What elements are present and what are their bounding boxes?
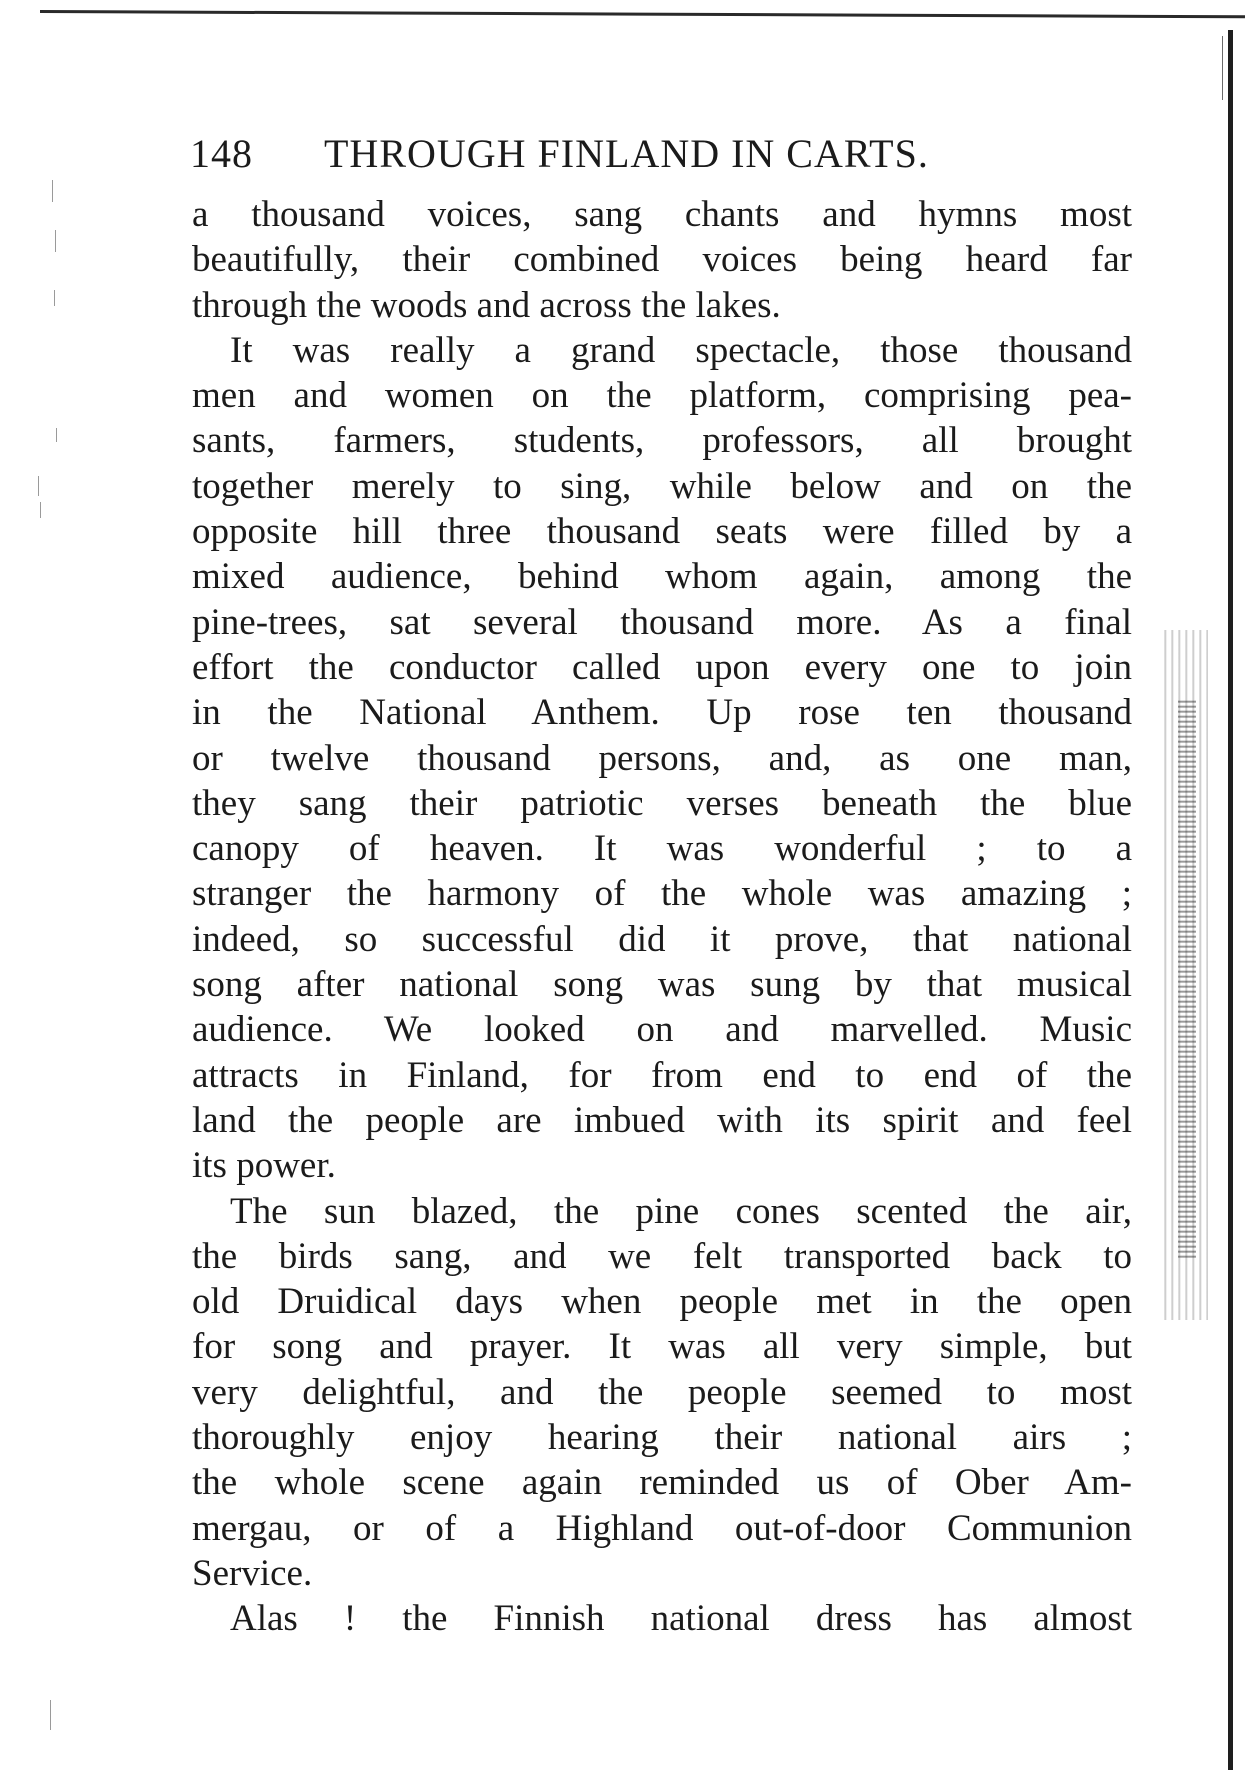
text-line: mixed audience, behind whom again, among the — [192, 556, 1132, 598]
text-line: the birds sang, and we felt transported back to — [192, 1235, 1132, 1277]
text-line: audience. We looked on and marvelled. Music — [192, 1009, 1132, 1051]
text-line: or twelve thousand persons, and, as one man, — [192, 737, 1132, 779]
text-line: together merely to sing, while below and on the — [192, 465, 1132, 507]
text-line: for song and prayer. It was all very simple, but — [192, 1326, 1132, 1368]
text-line: they sang their patriotic verses beneath the blue — [192, 782, 1132, 824]
text-line: a thousand voices, sang chants and hymns most — [192, 194, 1132, 235]
running-title: THROUGH FINLAND IN CARTS. — [324, 131, 929, 176]
page-right-edge — [1228, 30, 1233, 1770]
gutter-mark — [52, 180, 53, 202]
gutter-mark — [55, 230, 56, 252]
text-line: It was really a grand spectacle, those thousand — [230, 329, 1132, 371]
text-line: Service. — [192, 1552, 313, 1594]
text-line: indeed, so successful did it prove, that national — [192, 918, 1132, 960]
text-line: through the woods and across the lakes. — [192, 284, 781, 326]
gutter-mark — [56, 428, 57, 442]
text-line: men and women on the platform, comprising pea- — [192, 375, 1132, 417]
text-line: very delightful, and the people seemed to most — [192, 1371, 1132, 1413]
text-line: thoroughly enjoy hearing their national airs ; — [192, 1417, 1132, 1459]
top-edge-rule — [40, 10, 1245, 18]
text-line: old Druidical days when people met in the open — [192, 1281, 1132, 1323]
gutter-mark — [38, 476, 39, 496]
text-line: the whole scene again reminded us of Ober Am- — [192, 1462, 1132, 1504]
text-line: The sun blazed, the pine cones scented the air, — [230, 1190, 1132, 1232]
text-line: in the National Anthem. Up rose ten thousand — [192, 692, 1132, 734]
text-line: stranger the harmony of the whole was amazing ; — [192, 873, 1132, 915]
body-text — [192, 192, 1132, 1642]
page-number: 148 — [190, 131, 253, 176]
gutter-mark — [40, 502, 41, 518]
page-right-edge-line — [1222, 36, 1223, 100]
text-line: pine-trees, sat several thousand more. As a final — [192, 601, 1132, 643]
text-line: opposite hill three thousand seats were filled by a — [192, 511, 1132, 553]
text-line: attracts in Finland, for from end to end of the — [192, 1054, 1132, 1096]
running-head — [190, 128, 1010, 180]
text-line: sants, farmers, students, professors, all brought — [192, 420, 1132, 462]
bleed-through-marks — [1178, 700, 1196, 1260]
text-line: canopy of heaven. It was wonderful ; to a — [192, 828, 1132, 870]
gutter-mark — [50, 1700, 51, 1730]
gutter-mark — [54, 290, 55, 306]
text-line: song after national song was sung by that musical — [192, 964, 1132, 1006]
text-line: its power. — [192, 1145, 336, 1187]
text-line: Alas ! the Finnish national dress has almost — [230, 1598, 1132, 1640]
text-line: mergau, or of a Highland out-of-door Communion — [192, 1507, 1132, 1549]
text-line: beautifully, their combined voices being heard far — [192, 239, 1132, 281]
text-line: effort the conductor called upon every one to join — [192, 646, 1132, 688]
text-line: land the people are imbued with its spirit and feel — [192, 1099, 1132, 1141]
